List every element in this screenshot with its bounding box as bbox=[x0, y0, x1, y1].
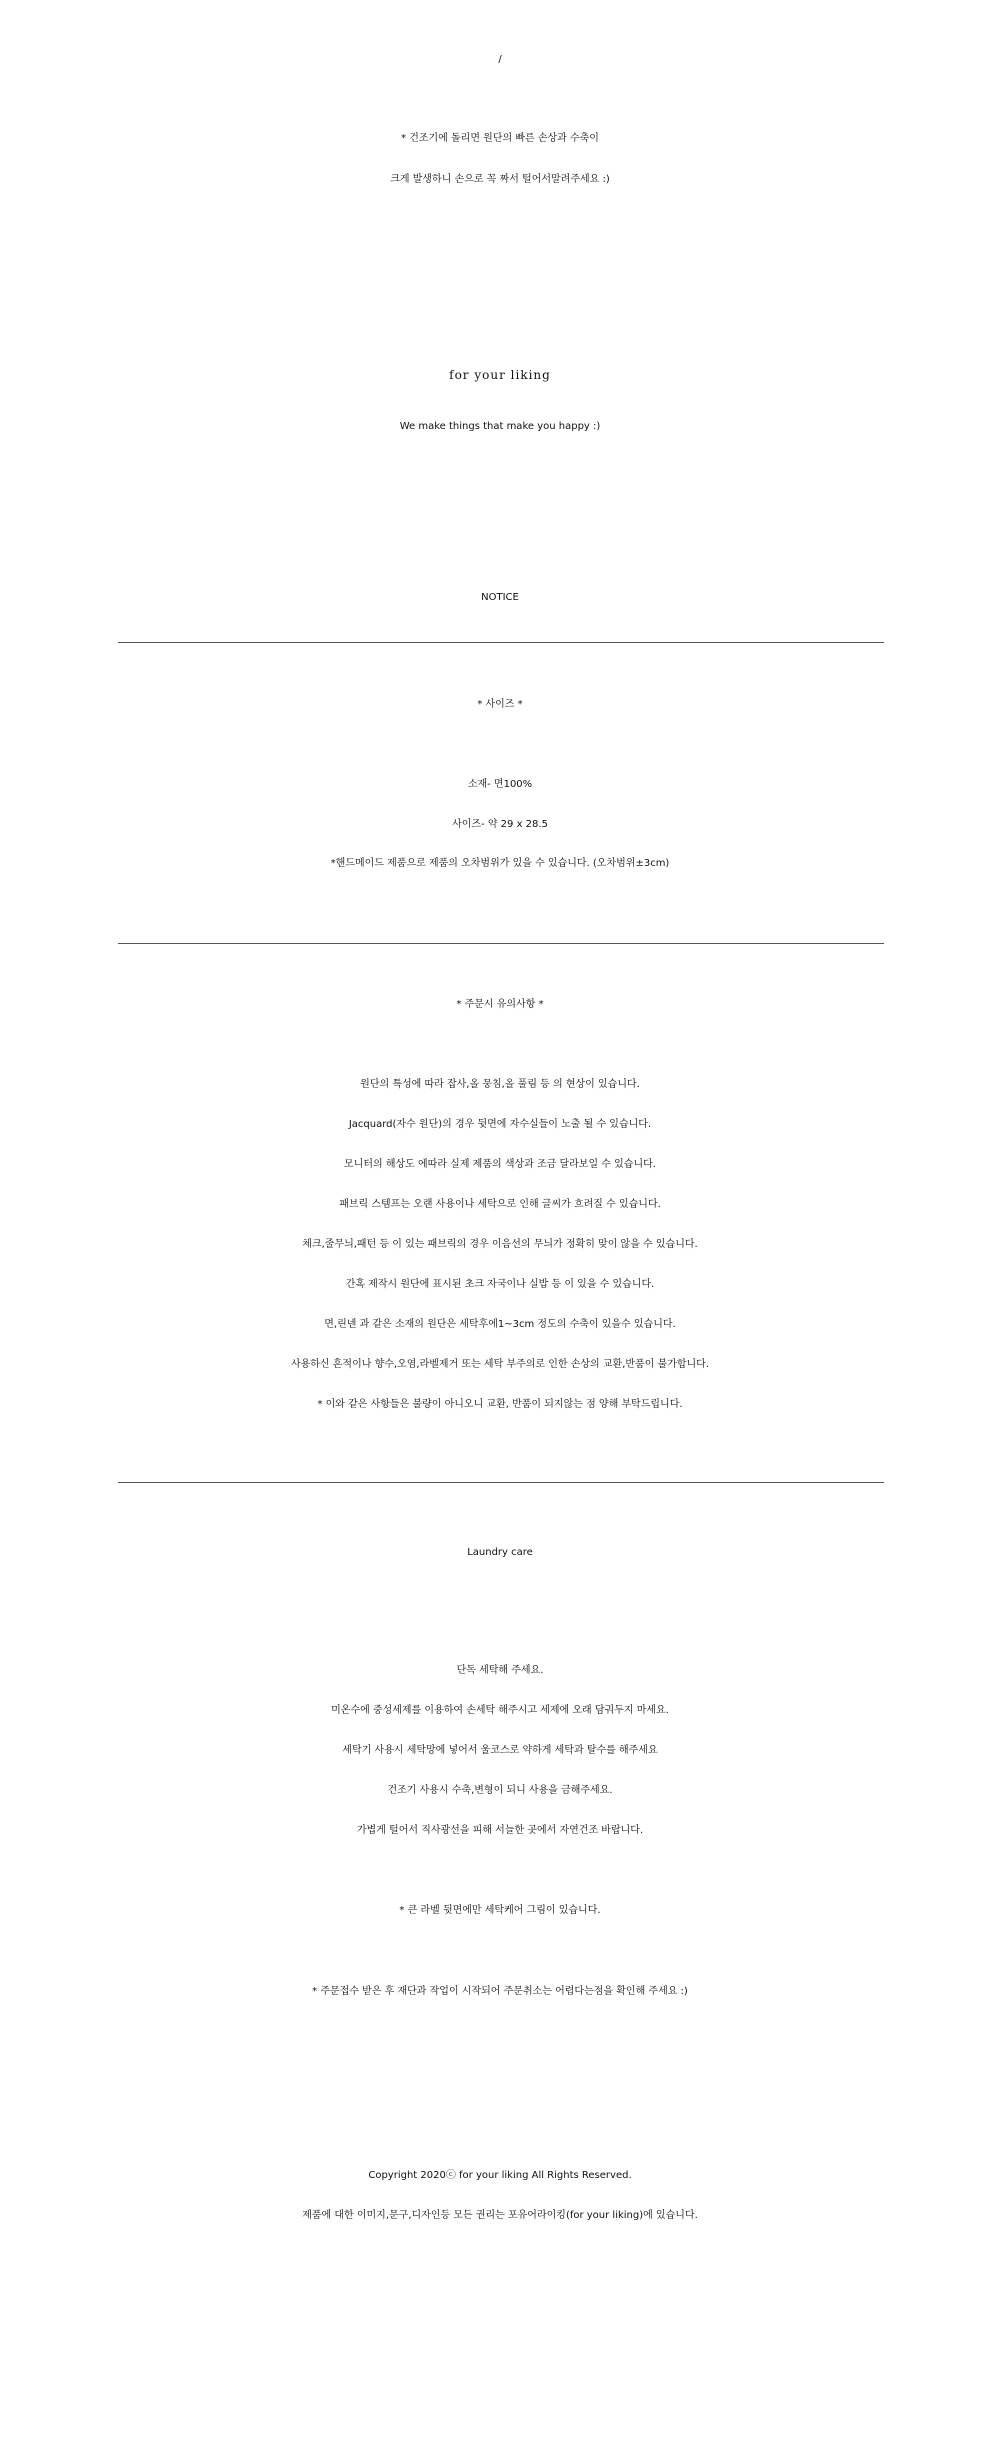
order-line: 모니터의 해상도 에따라 실제 제품의 색상과 조금 달라보일 수 있습니다. bbox=[344, 1159, 656, 1170]
divider-3 bbox=[118, 1482, 884, 1483]
size-line-dimensions: 사이즈- 약 29 x 28.5 bbox=[452, 819, 548, 830]
order-line: 사용하신 흔적이나 향수,오염,라벨제거 또는 세탁 부주의로 인한 손상의 교환,반품이 불가합니다. bbox=[290, 1359, 710, 1370]
copyright-text: Copyright 2020ⓒ for your liking All Rights Reserved. bbox=[368, 2170, 632, 2181]
size-line-material: 소재- 면100% bbox=[467, 779, 533, 790]
laundry-section-heading: Laundry care bbox=[467, 1547, 533, 1558]
notice-heading: NOTICE bbox=[481, 592, 519, 603]
order-line: Jacquard(자수 원단)의 경우 뒷면에 자수실들이 노출 될 수 있습니다. bbox=[348, 1119, 652, 1130]
laundry-line: 세탁기 사용시 세탁망에 넣어서 울코스로 약하게 세탁과 탈수를 해주세요 bbox=[342, 1745, 658, 1756]
drying-warning-line-1: * 건조기에 돌리면 원단의 빠른 손상과 수축이 bbox=[401, 133, 599, 144]
order-line: 체크,줄무늬,패턴 등 이 있는 패브릭의 경우 이음선의 무늬가 정확히 맞이 않을 수 있습니다. bbox=[302, 1239, 698, 1250]
order-line: 면,린넨 과 같은 소재의 원단은 세탁후에1~3cm 정도의 수축이 있을수 있습니다. bbox=[324, 1319, 676, 1330]
order-section-heading: * 주문시 유의사항 * bbox=[456, 999, 544, 1010]
order-cancel-note: * 주문접수 받은 후 재단과 작업이 시작되어 주문취소는 어렵다는점을 확인해 주세요 :) bbox=[312, 1986, 688, 1997]
size-line-tolerance: *핸드메이드 제품으로 제품의 오차범위가 있을 수 있습니다. (오차범위±3cm) bbox=[330, 858, 670, 869]
order-line-disclaimer: * 이와 같은 사항들은 불량이 아니오니 교환, 반품이 되지않는 점 양해 부탁드립니다. bbox=[317, 1399, 683, 1410]
order-line: 패브릭 스템프는 오랜 사용이나 세탁으로 인해 글씨가 흐려질 수 있습니다. bbox=[339, 1199, 661, 1210]
divider-2 bbox=[118, 943, 884, 944]
laundry-line: 건조기 사용시 수축,변형이 되니 사용을 금해주세요. bbox=[387, 1785, 613, 1796]
laundry-line: 미온수에 중성세제를 이용하여 손세탁 해주시고 세제에 오래 담궈두지 마세요. bbox=[331, 1705, 669, 1716]
laundry-line: 단독 세탁해 주세요. bbox=[456, 1665, 544, 1676]
drying-warning-line-2: 크게 발생하니 손으로 꼭 짜서 털어서말려주세요 :) bbox=[390, 174, 610, 185]
laundry-line: 가볍게 털어서 직사광선을 피해 서늘한 곳에서 자연건조 바랍니다. bbox=[356, 1825, 644, 1836]
rights-text: 제품에 대한 이미지,문구,디자인등 모든 권리는 포유어라이킹(for your liking)에 있습니다. bbox=[302, 2210, 698, 2221]
order-line: 간혹 제작시 원단에 표시된 초크 자국이나 실밥 등 이 있을 수 있습니다. bbox=[345, 1279, 655, 1290]
brand-tagline: We make things that make you happy :) bbox=[399, 421, 601, 432]
size-section-heading: * 사이즈 * bbox=[477, 699, 523, 710]
laundry-label-note: * 큰 라벨 뒷면에만 세탁케어 그림이 있습니다. bbox=[399, 1905, 601, 1916]
order-line: 원단의 특성에 따라 잡사,올 뭉침,올 풀림 등 의 현상이 있습니다. bbox=[360, 1079, 640, 1090]
slash-divider: / bbox=[498, 54, 502, 65]
divider-1 bbox=[118, 642, 884, 643]
brand-title: for your liking bbox=[449, 368, 551, 382]
